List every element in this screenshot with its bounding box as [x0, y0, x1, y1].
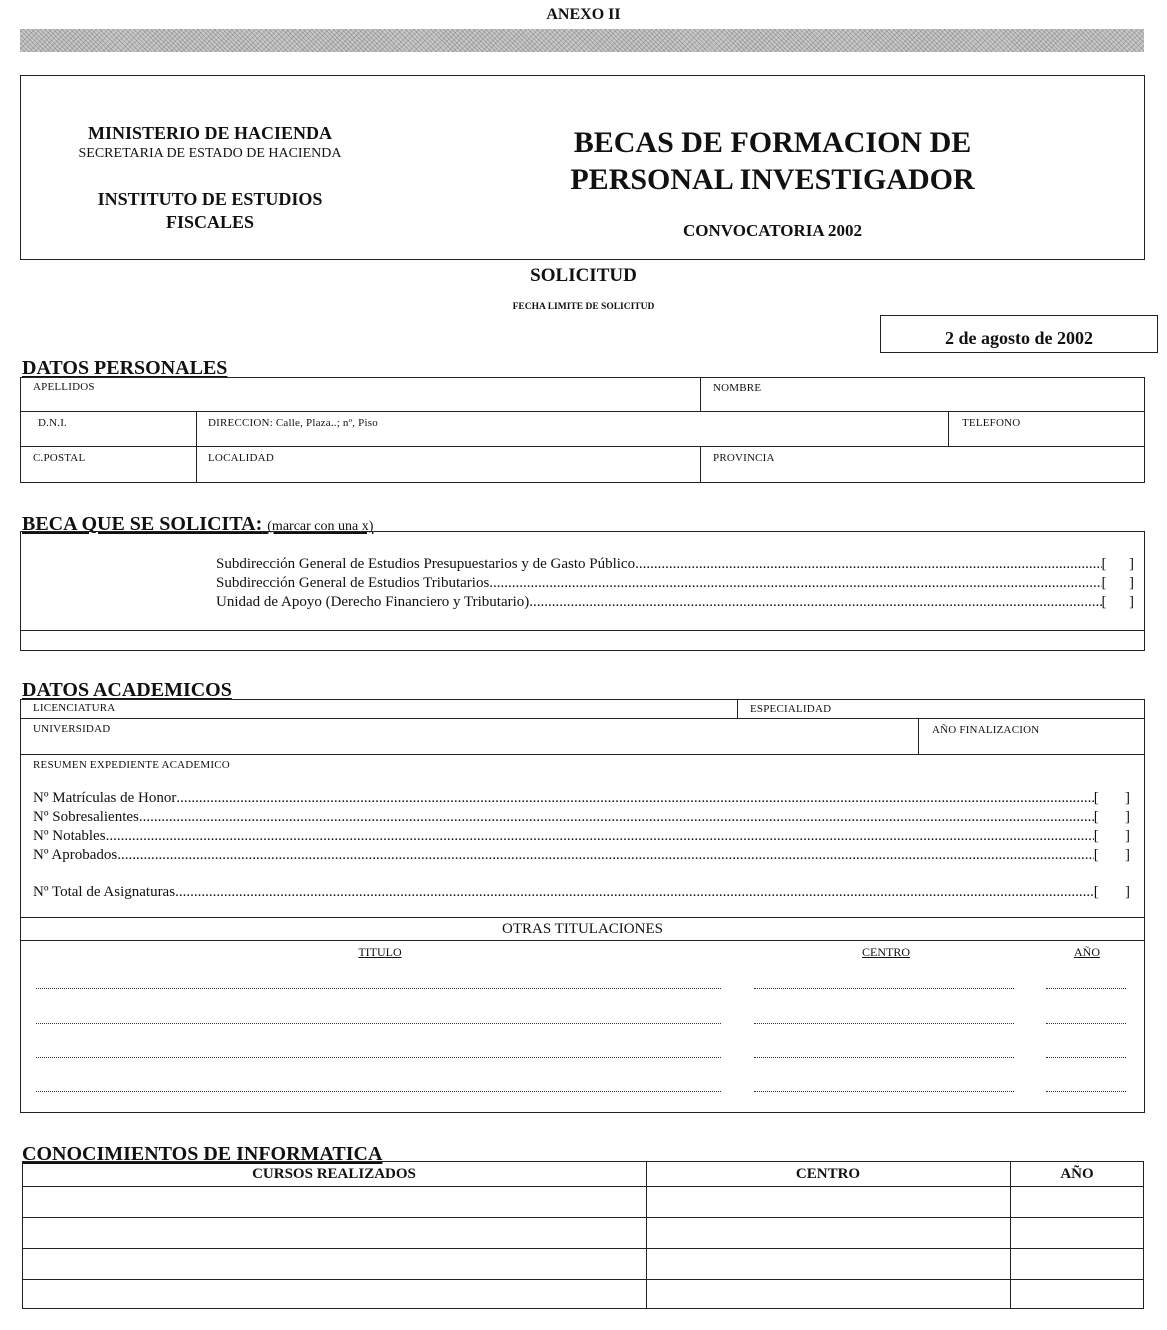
deadline-label: FECHA LIMITE DE SOLICITUD [512, 302, 655, 312]
beca-option-label: Unidad de Apoyo (Derecho Financiero y Tributario) [216, 594, 530, 610]
resumen-label: RESUMEN EXPEDIENTE ACADEMICO [33, 759, 230, 771]
annex-banner [20, 29, 1144, 52]
section-beca-heading: BECA QUE SE SOLICITA: [22, 513, 263, 535]
col-centro: CENTRO [862, 945, 910, 959]
col-ano: AÑO [1074, 945, 1100, 959]
beca-option-3[interactable]: Unidad de Apoyo (Derecho Financiero y Tributario) ..... [ ] [216, 593, 1134, 612]
section-academic [22, 680, 232, 700]
section-personal [22, 358, 227, 378]
titulo-line[interactable] [36, 1023, 721, 1024]
licenciatura-field[interactable]: LICENCIATURA [33, 702, 116, 714]
titulo-line[interactable] [36, 1091, 721, 1092]
personal-table [20, 377, 1145, 483]
annex-title: ANEXO II [546, 6, 621, 23]
beca-option-1[interactable]: Subdirección General de Estudios Presupuestarios y de Gasto Público ..... [ ] [216, 555, 1134, 574]
count-row-notables[interactable]: Nº Notables ..... [ ] [33, 827, 1130, 846]
localidad-field[interactable]: LOCALIDAD [208, 452, 274, 464]
ano-line[interactable] [1046, 1023, 1126, 1024]
beca-option-2[interactable]: Subdirección General de Estudios Tributarios ..... [ ] [216, 574, 1134, 593]
institute-line2: FISCALES [165, 212, 255, 232]
col-cursos: CURSOS REALIZADOS [252, 1166, 416, 1182]
section-informatica-heading: CONOCIMIENTOS DE INFORMATICA [22, 1143, 383, 1165]
nombre-field[interactable]: NOMBRE [713, 382, 762, 394]
beca-option-label: Subdirección General de Estudios Presupuestarios y de Gasto Público [216, 556, 636, 572]
provincia-field[interactable]: PROVINCIA [713, 452, 775, 464]
direccion-field[interactable]: DIRECCION: Calle, Plaza..; nº, Piso [208, 417, 378, 429]
ministry-name: MINISTERIO DE HACIENDA [87, 123, 333, 143]
col-informatica-centro: CENTRO [795, 1166, 861, 1182]
apellidos-field[interactable]: APELLIDOS [33, 381, 95, 393]
convocatoria: CONVOCATORIA 2002 [683, 221, 862, 240]
col-titulo: TITULO [358, 945, 402, 959]
section-beca-note: (marcar con una x) [267, 519, 374, 534]
titulo-line[interactable] [36, 988, 721, 989]
centro-line[interactable] [754, 1057, 1014, 1058]
telefono-field[interactable]: TELEFONO [962, 417, 1021, 429]
titulo-line[interactable] [36, 1057, 721, 1058]
col-informatica-ano: AÑO [1060, 1166, 1094, 1182]
universidad-field[interactable]: UNIVERSIDAD [33, 723, 111, 735]
institute-line1: INSTITUTO DE ESTUDIOS [97, 189, 323, 209]
secretariat-name: SECRETARIA DE ESTADO DE HACIENDA [78, 146, 342, 161]
centro-line[interactable] [754, 988, 1014, 989]
cpostal-field[interactable]: C.POSTAL [33, 452, 86, 464]
form-title-line1: BECAS DE FORMACION DE [573, 126, 972, 159]
centro-line[interactable] [754, 1023, 1014, 1024]
section-personal-heading: DATOS PERSONALES [22, 357, 228, 379]
count-row-aprobados[interactable]: Nº Aprobados ..... [ ] [33, 846, 1130, 865]
solicitud-title: SOLICITUD [530, 265, 637, 286]
ano-finalizacion-field[interactable]: AÑO FINALIZACION [932, 724, 1040, 736]
centro-line[interactable] [754, 1091, 1014, 1092]
count-row-total[interactable]: Nº Total de Asignaturas ..... [ ] [33, 883, 1130, 902]
form-title-line2: PERSONAL INVESTIGADOR [570, 163, 975, 196]
ano-line[interactable] [1046, 988, 1126, 989]
deadline-value: 2 de agosto de 2002 [945, 328, 1093, 348]
section-academic-heading: DATOS ACADEMICOS [22, 679, 232, 701]
beca-option-label: Subdirección General de Estudios Tributarios [216, 575, 490, 591]
informatica-table [22, 1161, 1144, 1309]
dni-field[interactable]: D.N.I. [38, 417, 68, 429]
ano-line[interactable] [1046, 1057, 1126, 1058]
especialidad-field[interactable]: ESPECIALIDAD [750, 703, 832, 715]
count-row-honor[interactable]: Nº Matrículas de Honor ..... [ ] [33, 789, 1130, 808]
ano-line[interactable] [1046, 1091, 1126, 1092]
count-row-sobresalientes[interactable]: Nº Sobresalientes ..... [ ] [33, 808, 1130, 827]
otras-titulaciones-heading: OTRAS TITULACIONES [502, 921, 663, 937]
